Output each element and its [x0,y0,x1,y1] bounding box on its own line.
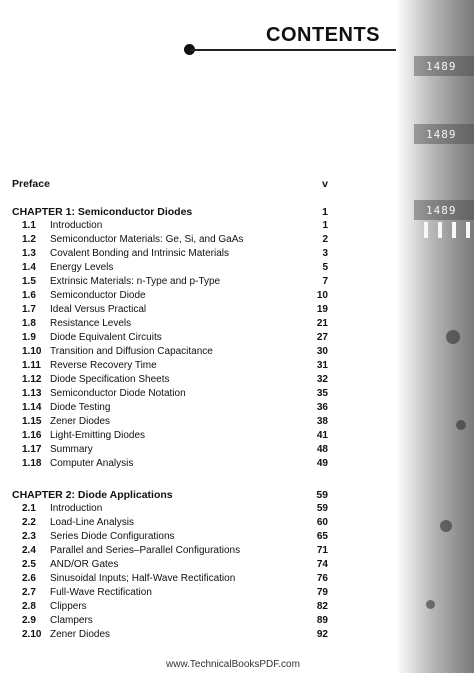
section-title: Parallel and Series–Parallel Configurations [50,545,241,556]
section-title: Introduction [50,220,103,231]
section-page: 79 [316,587,328,598]
section-number: 2.6 [22,573,36,584]
section-page: 3 [322,248,328,259]
chip-label: 1489 [426,60,457,73]
section-page: 35 [316,388,328,399]
section-title: Diode Equivalent Circuits [50,332,162,343]
section-number: 1.3 [22,248,36,259]
section-page: 10 [316,290,328,301]
toc-entry[interactable] [12,373,328,387]
toc-preface-page: v [322,178,328,190]
section-number: 1.11 [22,360,41,371]
chip-pin [424,222,428,238]
toc-entry[interactable] [12,401,328,415]
section-page: 82 [316,601,328,612]
section-title: Semiconductor Diode [50,290,146,301]
section-number: 1.10 [22,346,42,357]
title-rule [190,49,396,51]
section-page: 71 [316,545,328,556]
section-title: Semiconductor Materials: Ge, Si, and GaAs [50,234,244,245]
section-page: 41 [316,430,328,441]
section-number: 1.9 [22,332,36,343]
section-title: Series Diode Configurations [50,531,175,542]
toc-entry[interactable] [12,530,328,544]
section-page: 65 [316,531,328,542]
section-page: 30 [316,346,328,357]
solder-point [456,420,466,430]
section-number: 1.12 [22,374,42,385]
section-number: 2.10 [22,629,42,640]
section-page: 89 [316,615,328,626]
section-number: 1.8 [22,318,36,329]
section-title: Reverse Recovery Time [50,360,157,371]
section-number: 2.4 [22,545,36,556]
page-title: CONTENTS [266,24,380,46]
toc-entry[interactable] [12,457,328,471]
section-title: Light-Emitting Diodes [50,430,146,441]
toc-entry[interactable] [12,502,328,516]
section-number: 2.1 [22,503,36,514]
section-page: 2 [322,234,328,245]
toc-entry[interactable] [12,303,328,317]
toc-entry[interactable] [12,345,328,359]
toc-entry[interactable] [12,628,328,642]
toc-entry[interactable] [12,331,328,345]
toc-entry[interactable] [12,415,328,429]
toc-entry[interactable] [12,443,328,457]
section-title: Diode Specification Sheets [50,374,170,385]
section-page: 59 [316,503,328,514]
chapter-page: 59 [316,489,328,501]
section-number: 1.5 [22,276,36,287]
section-page: 27 [316,332,328,343]
toc-entry[interactable] [12,614,328,628]
section-number: 1.13 [22,388,42,399]
section-page: 1 [322,220,328,231]
chip-pin [438,222,442,238]
solder-point [440,520,452,532]
toc-entry[interactable] [12,233,328,247]
toc-entry[interactable] [12,600,328,614]
section-number: 1.7 [22,304,36,315]
section-title: Transition and Diffusion Capacitance [50,346,213,357]
chip-pin [466,222,470,238]
chip-pin [452,222,456,238]
section-page: 48 [316,444,328,455]
section-number: 1.1 [22,220,36,231]
section-page: 76 [316,573,328,584]
section-title: Clampers [50,615,93,626]
section-title: Full-Wave Rectification [50,587,152,598]
section-number: 2.8 [22,601,36,612]
section-page: 32 [316,374,328,385]
section-title: Summary [50,444,93,455]
section-page: 92 [316,629,328,640]
section-number: 1.17 [22,444,42,455]
toc-entry[interactable] [12,219,328,233]
section-number: 2.7 [22,587,36,598]
section-title: Covalent Bonding and Intrinsic Materials [50,248,229,259]
solder-point [426,600,435,609]
section-number: 2.9 [22,615,36,626]
chapter-heading: CHAPTER 2: Diode Applications [12,489,173,501]
section-page: 5 [322,262,328,273]
section-page: 74 [316,559,328,570]
section-page: 36 [316,402,328,413]
section-number: 1.4 [22,262,36,273]
toc-entry[interactable] [12,317,328,331]
toc-entry[interactable] [12,572,328,586]
section-title: Semiconductor Diode Notation [50,388,186,399]
chapter-page: 1 [322,206,328,218]
section-page: 49 [316,458,328,469]
section-title: Extrinsic Materials: n-Type and p-Type [50,276,221,287]
section-title: Energy Levels [50,262,114,273]
section-page: 21 [316,318,328,329]
section-number: 1.2 [22,234,36,245]
toc-entry[interactable] [12,429,328,443]
chapter-heading: CHAPTER 1: Semiconductor Diodes [12,206,193,218]
section-number: 1.6 [22,290,36,301]
toc-chapter-1[interactable] [12,205,328,219]
toc-preface[interactable] [12,177,328,191]
section-number: 1.18 [22,458,42,469]
toc-entry[interactable] [12,387,328,401]
toc-entry[interactable] [12,544,328,558]
chip-label: 1489 [426,204,457,217]
section-number: 2.3 [22,531,36,542]
section-title: Diode Testing [50,402,111,413]
toc-entry[interactable] [12,516,328,530]
section-page: 38 [316,416,328,427]
section-title: AND/OR Gates [50,559,119,570]
footer-url: www.TechnicalBooksPDF.com [166,659,300,670]
toc-entry[interactable] [12,275,328,289]
toc-entry[interactable] [12,586,328,600]
section-title: Resistance Levels [50,318,132,329]
section-title: Clippers [50,601,87,612]
section-number: 2.2 [22,517,36,528]
section-title: Introduction [50,503,103,514]
section-title: Sinusoidal Inputs; Half-Wave Rectification [50,573,236,584]
section-page: 60 [316,517,328,528]
toc-entry[interactable] [12,359,328,373]
section-number: 2.5 [22,559,36,570]
toc-entry[interactable] [12,289,328,303]
section-page: 7 [322,276,328,287]
section-title: Zener Diodes [50,629,111,640]
circuit-board-photo [396,0,474,673]
chip-label: 1489 [426,128,457,141]
toc-entry[interactable] [12,558,328,572]
toc-entry[interactable] [12,247,328,261]
section-number: 1.15 [22,416,42,427]
section-number: 1.14 [22,402,42,413]
toc-entry[interactable] [12,261,328,275]
toc-chapter-2[interactable] [12,488,328,502]
section-title: Computer Analysis [50,458,134,469]
section-page: 19 [316,304,328,315]
solder-point [446,330,460,344]
toc-preface-title: Preface [12,178,50,190]
section-number: 1.16 [22,430,42,441]
section-title: Zener Diodes [50,416,111,427]
section-page: 31 [316,360,328,371]
section-title: Ideal Versus Practical [50,304,147,315]
section-title: Load-Line Analysis [50,517,134,528]
